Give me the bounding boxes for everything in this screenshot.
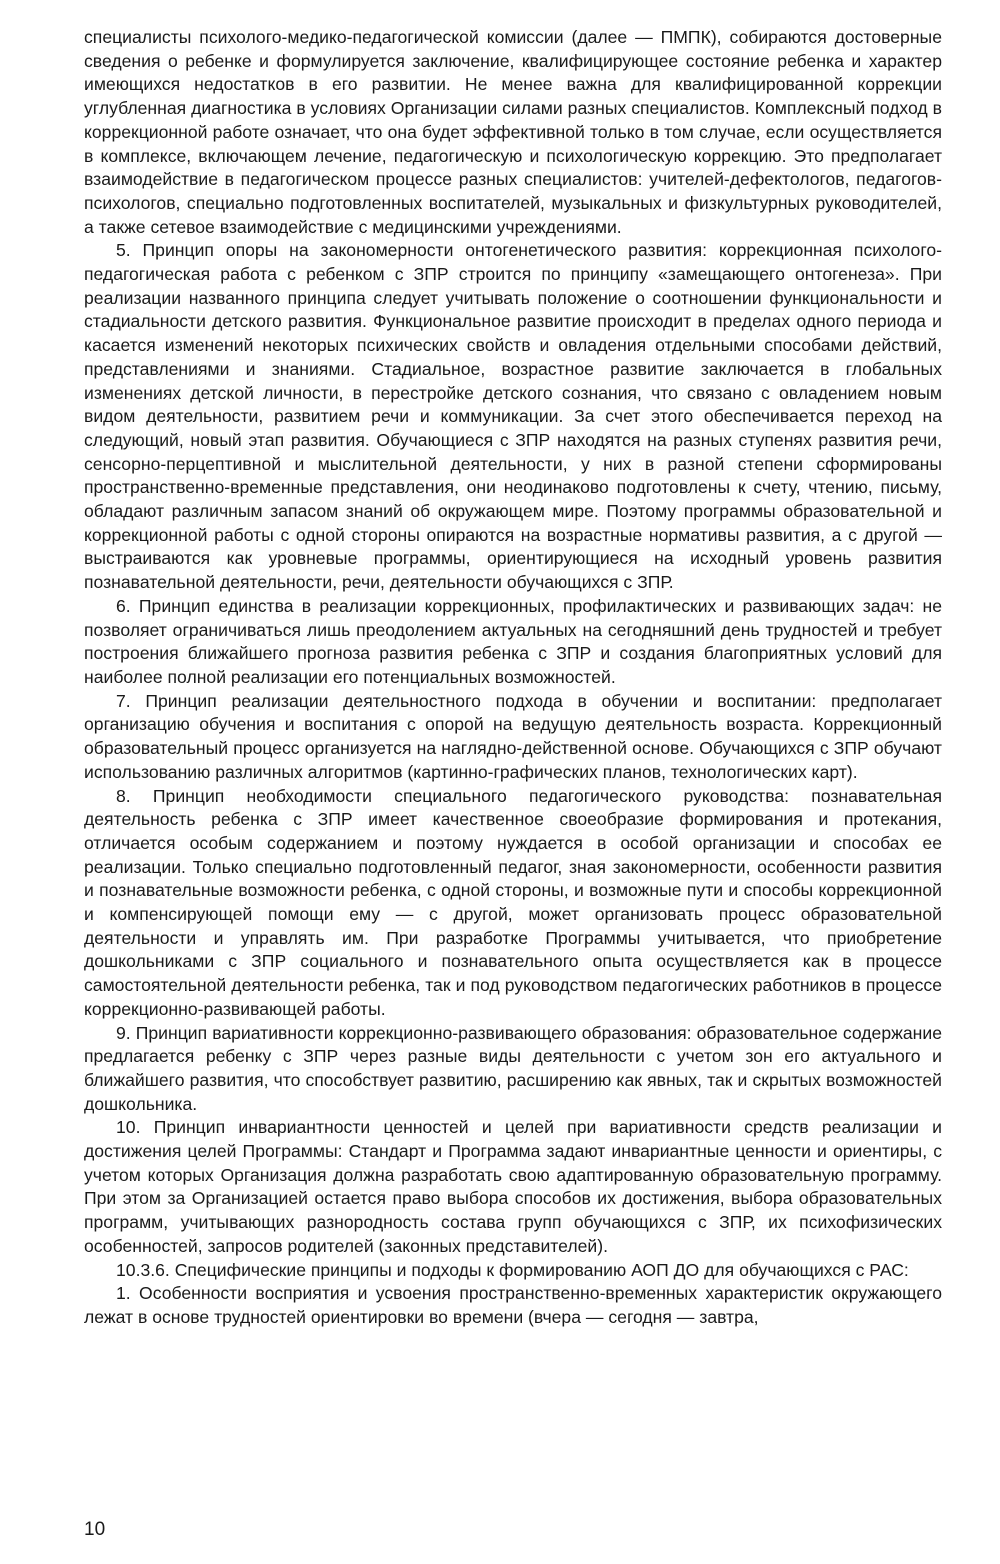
page-body <box>84 26 942 1330</box>
paragraph-ras-principle-1: 1. Особенности восприятия и усвоения пространственно-временных характеристик окружающего лежат в основе трудностей ориентировки во времени (вчера — сегодня — завтра, <box>84 1283 942 1327</box>
section-heading-10-3-6: 10.3.6. Специфические принципы и подходы к формированию АОП ДО для обучающихся с РАС: <box>116 1259 909 1280</box>
paragraph-continuation: специалисты психолого-медико-педагогической комиссии (далее — ПМПК), собираются достоверные сведения о ребенке и формулируется заключение, квалифицирующее состояние ребенка и характер имеющихся недостатков в его развитии. Не менее важна для квалифицированной коррекции углубленная диагностика в условиях Организации силами разных специалистов. Комплексный подход в коррекционной работе означает, что она будет эффективной только в том случае, если осуществляется в комплексе, включающем лечение, педагогическую и психологическую коррекцию. Это предполагает взаимодействие в педагогическом процессе разных специалистов: учителей-дефектологов, педагогов-психологов, специально подготовленных воспитателей, музыкальных и физкультурных руководителей, а также сетевое взаимодействие с медицинскими учреждениями. <box>84 27 942 237</box>
paragraph-principle-6: 6. Принцип единства в реализации коррекционных, профилактических и развивающих задач: не позволяет ограничиваться лишь преодолением актуальных на сегодняшний день трудностей и требует построения ближайшего прогноза развития ребенка с ЗПР и создания благоприятных условий для наиболее полной реализации его потенциальных возможностей. <box>84 595 942 687</box>
paragraph-principle-5: 5. Принцип опоры на закономерности онтогенетического развития: коррекционная психолого-педагогическая работа с ребенком с ЗПР строится по принципу «замещающего онтогенеза». При реализации названного принципа следует учитывать положение о соотношении функциональности и стадиальности детского развития. Функциональное развитие происходит в пределах одного периода и касается изменений некоторых психических свойств и овладения отдельными способами действий, представлениями и знаниями. Стадиальное, возрастное развитие заключается в глобальных изменениях детской личности, в перестройке детского сознания, что связано с овладением новым видом деятельности, развитием речи и коммуникации. За счет этого обеспечивается переход на следующий, новый этап развития. Обучающиеся с ЗПР находятся на разных ступенях развития речи, сенсорно-перцептивной и мыслительной деятельности, у них в разной степени сформированы пространственно-временные представления, они неодинаково подготовлены к счету, чтению, письму, обладают различным запасом знаний об окружающем мире. Поэтому программы образовательной и коррекционной работы с одной стороны опираются на возрастные нормативы развития, а с другой — выстраиваются как уровневые программы, ориентирующиеся на исходный уровень развития познавательной деятельности, речи, деятельности обучающихся с ЗПР. <box>84 240 942 593</box>
paragraph-principle-10: 10. Принцип инвариантности ценностей и целей при вариативности средств реализации и достижения целей Программы: Стандарт и Программа задают инвариантные ценности и ориентиры, с учетом которых Организация должна разработать свою адаптированную образовательную программу. При этом за Организацией остается право выбора способов их достижения, выбора образовательных программ, учитывающих разнородность состава групп обучающихся с ЗПР, их психофизических особенностей, запросов родителей (законных представителей). <box>84 1117 942 1256</box>
paragraph-principle-9: 9. Принцип вариативности коррекционно-развивающего образования: образовательное содержание предлагается ребенку с ЗПР через разные виды деятельности с учетом зон его актуального и ближайшего развития, что способствует развитию, расширению как явных, так и скрытых возможностей дошкольника. <box>84 1022 942 1114</box>
paragraph-principle-8: 8. Принцип необходимости специального педагогического руководства: познавательная деятельность ребенка с ЗПР имеет качественное своеобразие формирования и протекания, отличается особым содержанием и поэтому нуждается в особой организации и способах ее реализации. Только специально подготовленный педагог, зная закономерности, особенности развития и познавательные возможности ребенка, с одной стороны, и возможные пути и способы коррекционной и компенсирующей помощи ему — с другой, может организовать процесс образовательной деятельности и управлять им. При разработке Программы учитывается, что приобретение дошкольниками с ЗПР социального и познавательного опыта осуществляется как в процессе самостоятельной деятельности ребенка, так и под руководством педагогических работников в процессе коррекционно-развивающей работы. <box>84 785 942 1019</box>
paragraph-principle-7: 7. Принцип реализации деятельностного подхода в обучении и воспитании: предполагает организацию обучения и воспитания с опорой на ведущую деятельность возраста. Коррекционный образовательный процесс организуется на наглядно-действенной основе. Обучающихся с ЗПР обучают использованию различных алгоритмов (картинно-графических планов, технологических карт). <box>84 690 942 782</box>
page-number: 10 <box>84 1519 106 1540</box>
